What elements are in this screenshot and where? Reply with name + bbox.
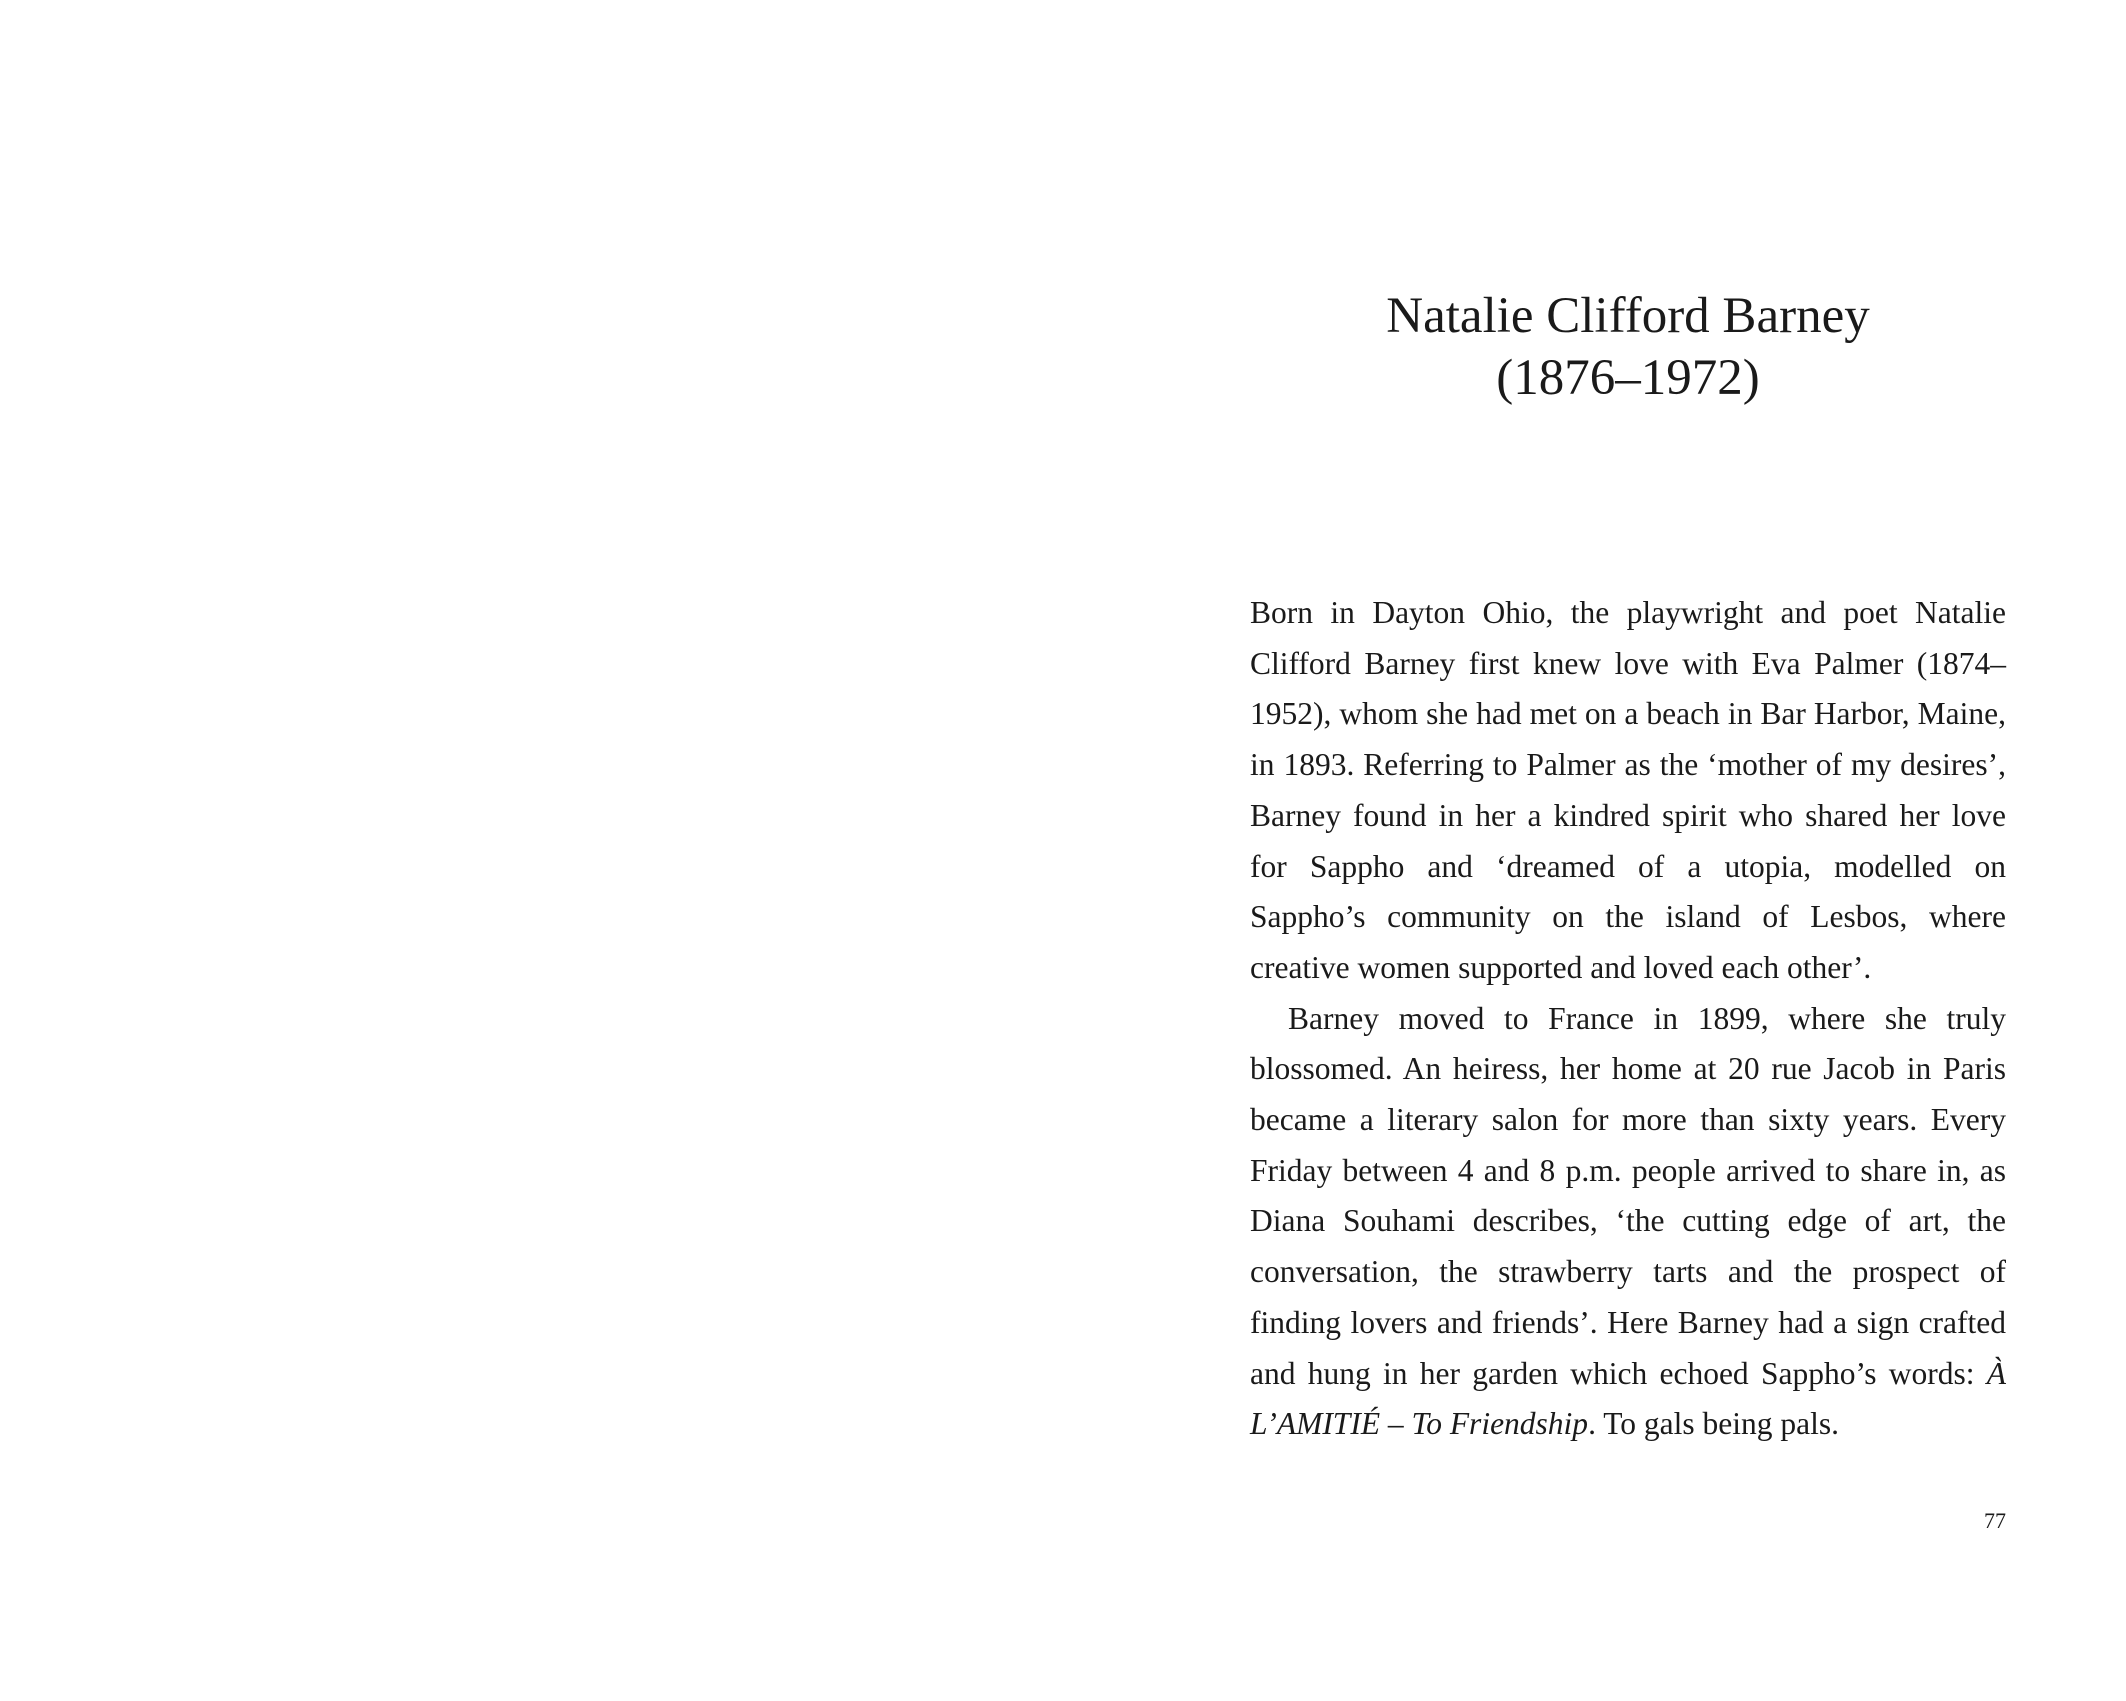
body-text <box>1250 588 2006 1450</box>
chapter-heading <box>1250 285 2006 409</box>
paragraph-2-italic-motto: À L’AMITIÉ – To Friendship <box>1250 1355 2006 1442</box>
paragraph-2 <box>1250 994 2006 1450</box>
chapter-dates: (1876–1972) <box>1496 350 1760 406</box>
paragraph-1 <box>1250 588 2006 994</box>
chapter-name: Natalie Clifford Barney <box>1386 288 1870 344</box>
paragraph-2-text: Barney moved to France in 1899, where she truly blossomed. An heiress, her home at 20 rue Jacob in Paris became a literary salon for more than sixty years. Every Friday between 4 and 8 p.m. people arrived to share in, as Diana Souhami describes, ‘the cutting edge of art, the conversation, the strawberry tarts and the prospect of finding lovers and friends’. Here Barney had a sign crafted and hung in her garden which echoed Sappho’s words: <box>1250 1000 2006 1391</box>
paragraph-2-tail: . To gals being pals. <box>1588 1406 1840 1442</box>
page-number: 77 <box>1984 1508 2006 1533</box>
paragraph-1-text: Born in Dayton Ohio, the playwright and poet Natalie Clifford Barney first knew love with Eva Palmer (1874–1952), whom she had met on a beach in Bar Harbor, Maine, in 1893. Referring to Palmer as the ‘mother of my desires’, Barney found in her a kindred spirit who shared her love for Sappho and ‘dreamed of a utopia, modelled on Sappho’s community on the island of Lesbos, where creative women supported and loved each other’. <box>1250 595 2006 985</box>
